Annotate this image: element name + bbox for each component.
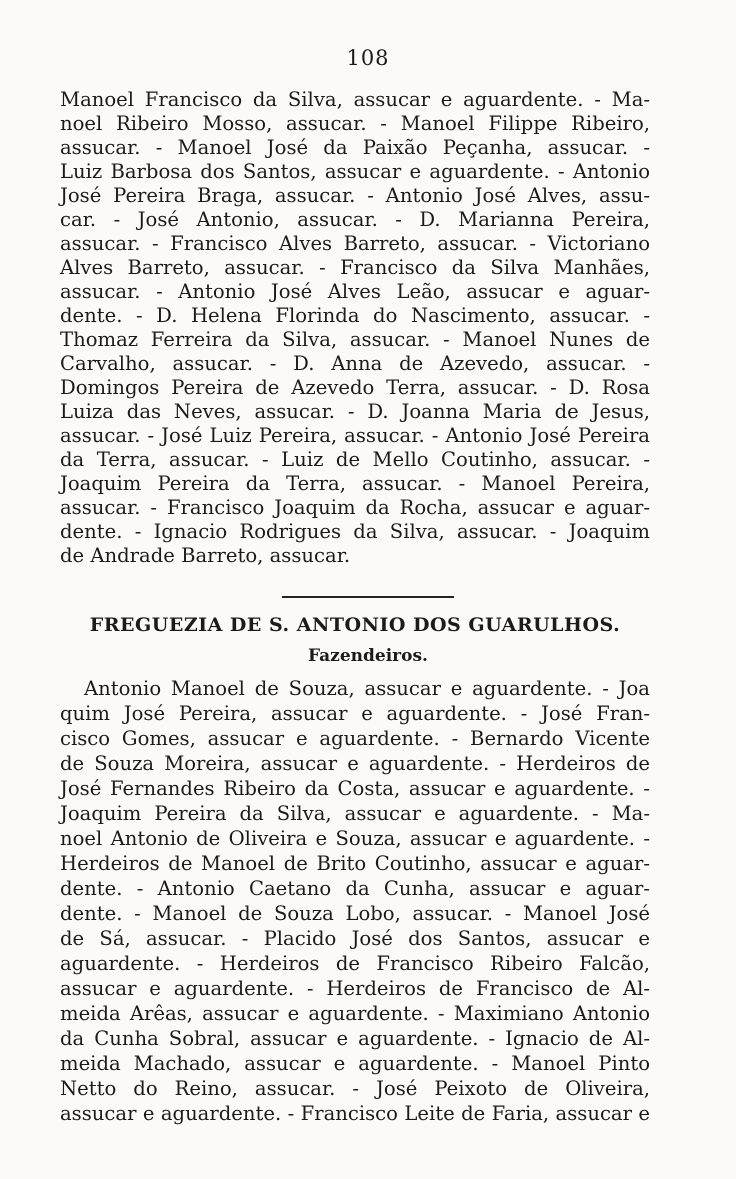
text-line: cisco Gomes, assucar e aguardente. - Bernardo Vicente <box>60 727 650 750</box>
text-line: Luiz Barbosa dos Santos, assucar e aguardente. - Antonio <box>60 160 650 183</box>
text-line: meida Arêas, assucar e aguardente. - Maximiano Antonio <box>60 1002 650 1025</box>
text-line: de Andrade Barreto, assucar. <box>60 544 351 567</box>
text-line: dente. - Antonio Caetano da Cunha, assucar e aguar- <box>60 877 650 900</box>
text-line: Joaquim Pereira da Terra, assucar. - Manoel Pereira, <box>60 472 650 495</box>
text-line: de Sá, assucar. - Placido José dos Santos, assucar e <box>60 927 650 950</box>
text-line: Luiza das Neves, assucar. - D. Joanna Maria de Jesus, <box>60 400 650 423</box>
text-line: assucar. - Antonio José Alves Leão, assucar e aguar- <box>60 280 650 303</box>
text-line: dente. - Manoel de Souza Lobo, assucar. - Manoel José <box>60 902 650 925</box>
text-line: Manoel Francisco da Silva, assucar e aguardente. - Ma- <box>60 88 650 111</box>
text-line: assucar. - Francisco Joaquim da Rocha, assucar e aguar- <box>60 496 650 519</box>
text-line: José Fernandes Ribeiro da Costa, assucar e aguardente. - <box>60 777 650 800</box>
text-line: dente. - Ignacio Rodrigues da Silva, assucar. - Joaquim <box>60 520 650 543</box>
text-line: assucar e aguardente. - Herdeiros de Francisco de Al- <box>60 977 650 1000</box>
text-line: assucar e aguardente. - Francisco Leite de Faria, assucar e <box>60 1102 650 1125</box>
text-line: noel Antonio de Oliveira e Souza, assucar e aguardente. - <box>60 827 650 850</box>
text-line: Carvalho, assucar. - D. Anna de Azevedo, assucar. - <box>60 352 650 375</box>
text-line: aguardente. - Herdeiros de Francisco Ribeiro Falcão, <box>60 952 650 975</box>
section-heading: FREGUEZIA DE S. ANTONIO DOS GUARULHOS. <box>89 614 621 636</box>
text-line: José Pereira Braga, assucar. - Antonio José Alves, assu- <box>60 184 650 207</box>
text-line: da Terra, assucar. - Luiz de Mello Coutinho, assucar. - <box>60 448 650 471</box>
section-divider <box>282 596 454 598</box>
text-line: Herdeiros de Manoel de Brito Coutinho, assucar e aguar- <box>60 852 650 875</box>
text-line: meida Machado, assucar e aguardente. - Manoel Pinto <box>60 1052 650 1075</box>
text-line: da Cunha Sobral, assucar e aguardente. - Ignacio de Al- <box>60 1027 650 1050</box>
text-line: assucar. - José Luiz Pereira, assucar. - Antonio José Pereira <box>60 424 650 447</box>
text-line: car. - José Antonio, assucar. - D. Marianna Pereira, <box>60 208 650 231</box>
text-line: dente. - D. Helena Florinda do Nascimento, assucar. - <box>60 304 650 327</box>
text-line: quim José Pereira, assucar e aguardente. - José Fran- <box>60 702 650 725</box>
text-line: Joaquim Pereira da Silva, assucar e aguardente. - Ma- <box>60 802 650 825</box>
text-line: noel Ribeiro Mosso, assucar. - Manoel Filippe Ribeiro, <box>60 112 650 135</box>
text-line: Domingos Pereira de Azevedo Terra, assucar. - D. Rosa <box>60 376 650 399</box>
text-line: Thomaz Ferreira da Silva, assucar. - Manoel Nunes de <box>60 328 650 351</box>
text-line: Netto do Reino, assucar. - José Peixoto de Oliveira, <box>60 1077 650 1100</box>
text-line: de Souza Moreira, assucar e aguardente. - Herdeiros de <box>60 752 650 775</box>
text-line: Alves Barreto, assucar. - Francisco da Silva Manhães, <box>60 256 650 279</box>
text-line: assucar. - Francisco Alves Barreto, assucar. - Victoriano <box>60 232 650 255</box>
page-number: 108 <box>346 46 390 70</box>
text-line: assucar. - Manoel José da Paixão Peçanha, assucar. - <box>60 136 650 159</box>
text-line: Antonio Manoel de Souza, assucar e aguardente. - Joa <box>84 677 650 700</box>
section-subheading: Fazendeiros. <box>308 646 428 666</box>
